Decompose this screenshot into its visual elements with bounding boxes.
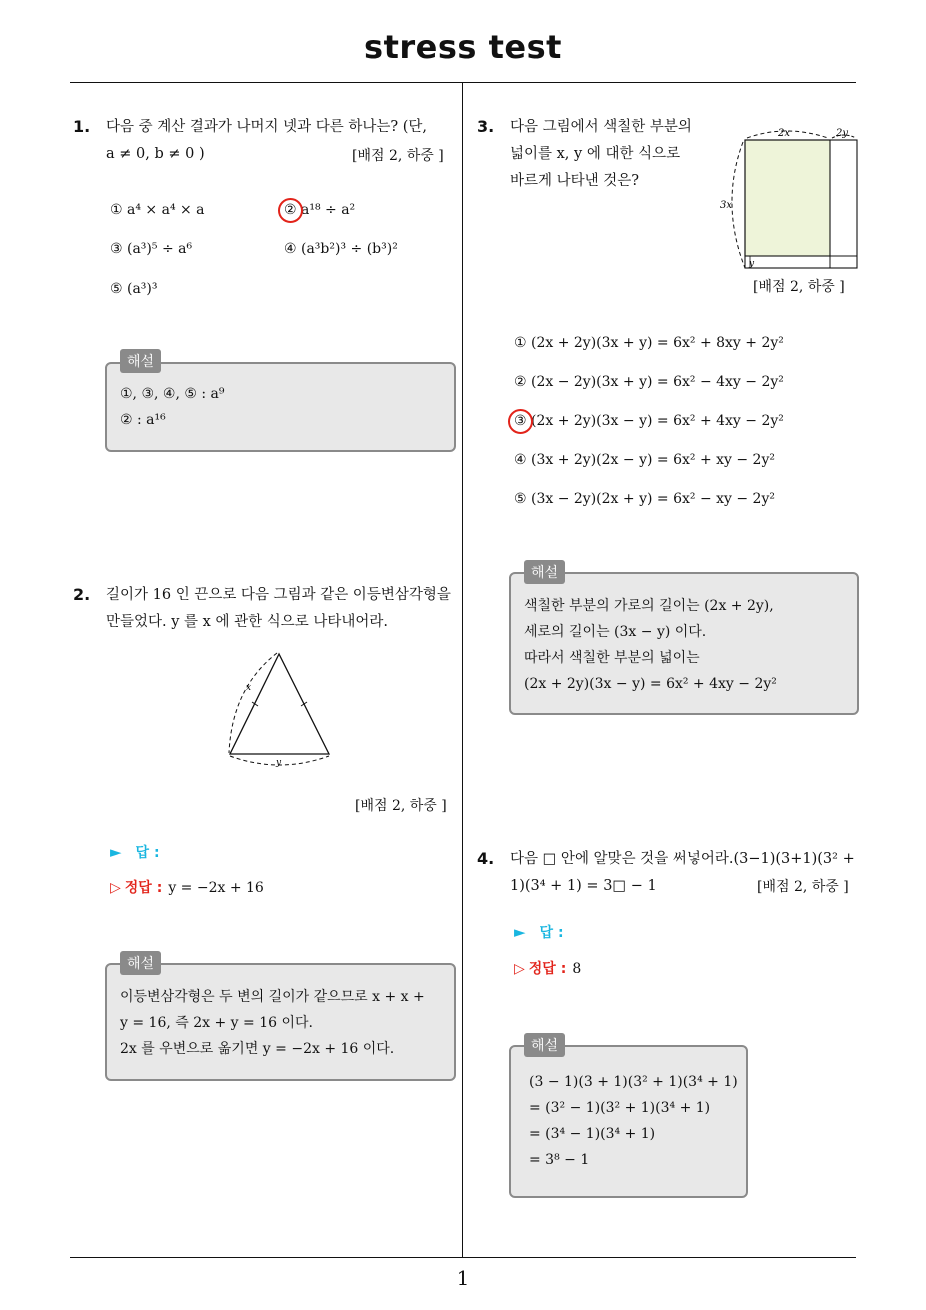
q4-text-line1: 다음 □ 안에 알맞은 것을 써넣어라.(3−1)(3+1)(3² +: [510, 851, 855, 867]
q1-option-3[interactable]: ③ (a³)⁵ ÷ a⁶: [110, 241, 193, 257]
q3-explanation-line4: (2x + 2y)(3x − y) = 6x² + 4xy − 2y²: [524, 676, 777, 692]
q1-explanation-line2: ② : a¹⁶: [120, 412, 166, 428]
q2-triangle: [230, 654, 329, 754]
q4-explanation-line4: = 3⁸ − 1: [529, 1152, 590, 1168]
q2-number: 2.: [73, 585, 91, 604]
header-rule: [70, 82, 856, 83]
q2-text-line2: 만들었다. y 를 x 에 관한 식으로 나타내어라.: [106, 614, 388, 630]
q4-explanation-box: [509, 1045, 748, 1198]
q2-answer-row: [110, 842, 160, 862]
q2-explanation-body: [120, 984, 425, 1062]
q4-answer-row: [514, 922, 564, 942]
q3-rectangle-figure: [716, 120, 862, 272]
outline-arrow-icon: ▷: [514, 961, 525, 977]
q1-option-4[interactable]: ④ (a³b²)³ ÷ (b³)²: [284, 241, 398, 257]
q1-explanation-tag: 해설: [120, 349, 161, 373]
q3-text-line2: 넓이를 x, y 에 대한 식으로: [510, 146, 681, 162]
q2-text-line1: 길이가 16 인 끈으로 다음 그림과 같은 이등변삼각형을: [106, 587, 451, 603]
q1-option-2[interactable]: ② a¹⁸ ÷ a²: [284, 202, 356, 218]
play-icon: ►: [514, 923, 526, 941]
q3-option-3[interactable]: ③ (2x + 2y)(3x − y) = 6x² + 4xy − 2y²: [514, 413, 784, 429]
q2-correct-label: 정답 :: [124, 880, 163, 896]
page-number: 1: [456, 1266, 470, 1290]
q2-label-x: x: [246, 683, 252, 693]
q4-correct-label: 정답 :: [528, 961, 567, 977]
q3-label-2y: 2y: [836, 128, 849, 139]
q1-text-line2: a ≠ 0, b ≠ 0 ): [106, 146, 205, 162]
q2-triangle-figure: [222, 648, 342, 768]
q3-question: [510, 114, 710, 195]
q3-label-2x: 2x: [778, 128, 791, 139]
q2-correct-row: [110, 877, 264, 897]
q3-number: 3.: [477, 117, 495, 136]
q1-explanation-box: [105, 362, 456, 452]
q3-explanation-tag: 해설: [524, 560, 565, 584]
q2-correct-value: y = −2x + 16: [168, 880, 264, 896]
column-divider: [462, 83, 463, 1258]
q3-explanation-line1: 색칠한 부분의 가로의 길이는 (2x + 2y),: [524, 598, 774, 614]
q4-answer-label: 답 :: [539, 925, 564, 941]
q2-score-meta: [배점 2, 하중 ]: [355, 798, 447, 814]
q1-explanation-line1: ①, ③, ④, ⑤ : a⁹: [120, 386, 225, 402]
q2-label-y: y: [276, 758, 282, 768]
q3-option-5[interactable]: ⑤ (3x − 2y)(2x + y) = 6x² − xy − 2y²: [514, 491, 775, 507]
q2-answer-label: 답 :: [135, 845, 160, 861]
q1-text-line1: 다음 중 계산 결과가 나머지 넷과 다른 하나는? (단,: [106, 119, 428, 135]
q3-label-3x: 3x: [720, 200, 733, 211]
q1-score-meta: [배점 2, 하중 ]: [352, 148, 444, 164]
q3-option-2[interactable]: ② (2x − 2y)(3x + y) = 6x² − 4xy − 2y²: [514, 374, 784, 390]
q2-explanation-tag: 해설: [120, 951, 161, 975]
play-icon: ►: [110, 843, 122, 861]
q4-score-meta: [배점 2, 하중 ]: [757, 879, 849, 895]
q3-explanation-body: [524, 593, 777, 697]
q3-explanation-line2: 세로의 길이는 (3x − y) 이다.: [524, 624, 707, 640]
q3-explanation-box: [509, 572, 859, 715]
q4-correct-value: 8: [572, 961, 582, 977]
q2-explanation-line2: y = 16, 즉 2x + y = 16 이다.: [120, 1015, 313, 1031]
q4-text-line2: 1)(3⁴ + 1) = 3□ − 1: [510, 878, 657, 894]
q4-number: 4.: [477, 849, 495, 868]
q3-text-line1: 다음 그림에서 색칠한 부분의: [510, 119, 692, 135]
q4-explanation-line3: = (3⁴ − 1)(3⁴ + 1): [529, 1126, 656, 1142]
q4-explanation-line2: = (3² − 1)(3² + 1)(3⁴ + 1): [529, 1100, 711, 1116]
q3-option-4[interactable]: ④ (3x + 2y)(2x − y) = 6x² + xy − 2y²: [514, 452, 775, 468]
q4-correct-row: [514, 958, 581, 978]
q1-answer-mark: [278, 198, 303, 223]
q4-explanation-body: [529, 1069, 738, 1173]
q1-option-5[interactable]: ⑤ (a³)³: [110, 281, 158, 297]
outline-arrow-icon: ▷: [110, 880, 121, 896]
q3-option-1[interactable]: ① (2x + 2y)(3x + y) = 6x² + 8xy + 2y²: [514, 335, 784, 351]
q1-explanation-body: [120, 381, 224, 433]
q2-explanation-line1: 이등변삼각형은 두 변의 길이가 같으므로 x + x +: [120, 989, 425, 1005]
q3-answer-mark: [508, 409, 533, 434]
q2-explanation-box: [105, 963, 456, 1081]
q4-explanation-line1: (3 − 1)(3 + 1)(3² + 1)(3⁴ + 1): [529, 1074, 738, 1090]
q2-question: [106, 582, 456, 636]
q4-explanation-tag: 해설: [524, 1033, 565, 1057]
q3-score-meta: [배점 2, 하중 ]: [753, 279, 845, 295]
q3-side-arc: [732, 142, 745, 268]
page-title: stress test: [364, 28, 562, 66]
q3-text-line3: 바르게 나타낸 것은?: [510, 173, 640, 189]
q3-shaded-region: [745, 140, 830, 256]
footer-rule: [70, 1257, 856, 1258]
q1-number: 1.: [73, 117, 91, 136]
q2-explanation-line3: 2x 를 우변으로 옮기면 y = −2x + 16 이다.: [120, 1041, 395, 1057]
q3-explanation-line3: 따라서 색칠한 부분의 넓이는: [524, 650, 700, 666]
q1-option-1[interactable]: ① a⁴ × a⁴ × a: [110, 202, 205, 218]
q3-label-y: y: [749, 259, 755, 269]
